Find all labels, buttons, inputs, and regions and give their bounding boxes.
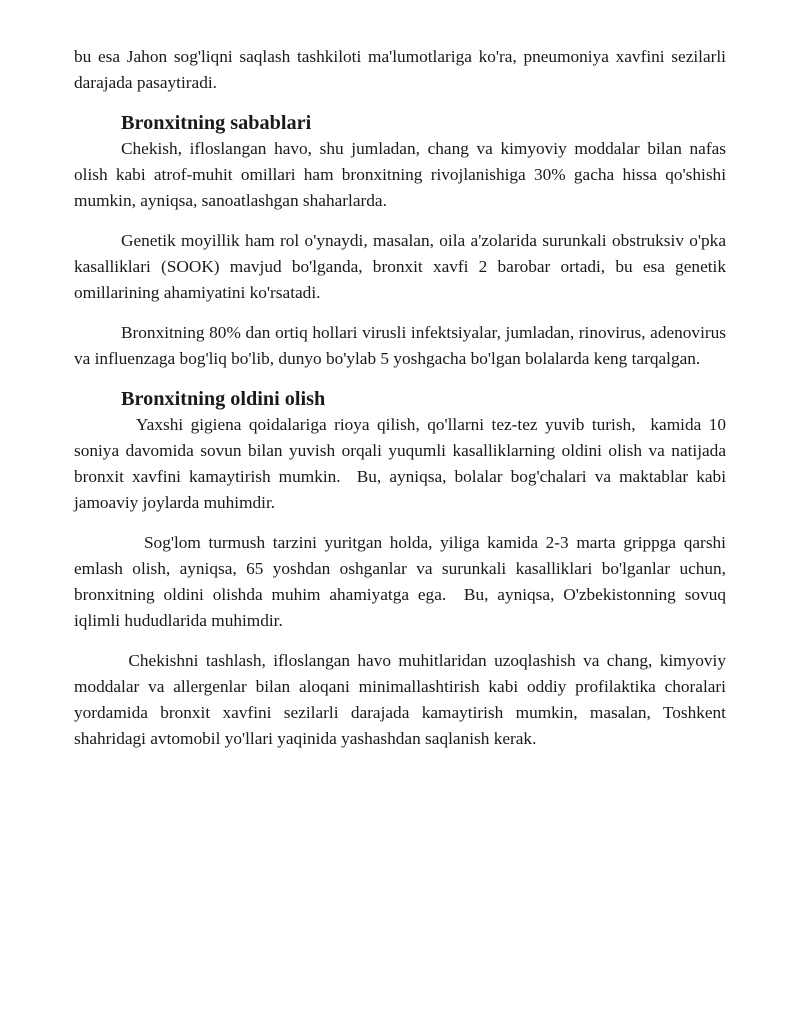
intro-paragraph: bu esa Jahon sog'liqni saqlash tashkiloti ma'lumotlariga ko'ra, pneumoniya xavfini sezilarli darajada pasaytiradi.: [74, 47, 726, 92]
prevention-paragraph-2: Sog'lom turmush tarzini yuritgan holda, yiliga kamida 2-3 marta grippga qarshi emlash olish, ayniqsa, 65 yoshdan oshganlar va surunkali kasalliklari bo'lganlar uchun, bronxitning oldini olishda muhim ahamiyatga ega. Bu, ayniqsa, O'zbekistonning sovuq iqlimli hududlarida muhimdir.: [74, 533, 731, 630]
document-page: [74, 44, 731, 752]
prevention-paragraph-3: Chekishni tashlash, ifloslangan havo muhitlaridan uzoqlashish va chang, kimyoviy moddalar va allergenlar bilan aloqani minimallashtirish kabi oddiy profilaktika choralari yordamida bronxit xavfini sezilarli darajada kamaytirish mumkin, masalan, Toshkent shahridagi avtomobil yo'llari yaqinida yashashdan saqlanish kerak.: [74, 651, 731, 748]
section-heading-prevention: Bronxitning oldini olish: [121, 388, 326, 410]
causes-paragraph-1: Chekish, ifloslangan havo, shu jumladan, chang va kimyoviy moddalar bilan nafas olish kabi atrof-muhit omillari ham bronxitning rivojlanishiga 30% gacha hissa qo'shishi mumkin, ayniqsa, sanoatlashgan shaharlarda.: [74, 139, 726, 210]
causes-paragraph-3: Bronxitning 80% dan ortiq hollari virusli infektsiyalar, jumladan, rinovirus, adenovirus va influenzaga bog'liq bo'lib, dunyo bo'ylab 5 yoshgacha bo'lgan bolalarda keng tarqalgan.: [74, 323, 726, 368]
prevention-paragraph-1: Yaxshi gigiena qoidalariga rioya qilish, qo'llarni tez-tez yuvib turish, kamida 10 soniya davomida sovun bilan yuvish orqali yuqumli kasalliklarning oldini olish va natijada bronxit xavfini kamaytirish mumkin. Bu, ayniqsa, bolalar bog'chalari va maktablar kabi jamoaviy joylarda muhimdir.: [74, 415, 731, 512]
section-heading-causes: Bronxitning sabablari: [121, 112, 312, 134]
causes-paragraph-2: Genetik moyillik ham rol o'ynaydi, masalan, oila a'zolarida surunkali obstruksiv o'pka kasalliklari (SOOK) mavjud bo'lganda, bronxit xavfi 2 barobar ortadi, bu esa genetik omillarining ahamiyatini ko'rsatadi.: [74, 231, 726, 302]
